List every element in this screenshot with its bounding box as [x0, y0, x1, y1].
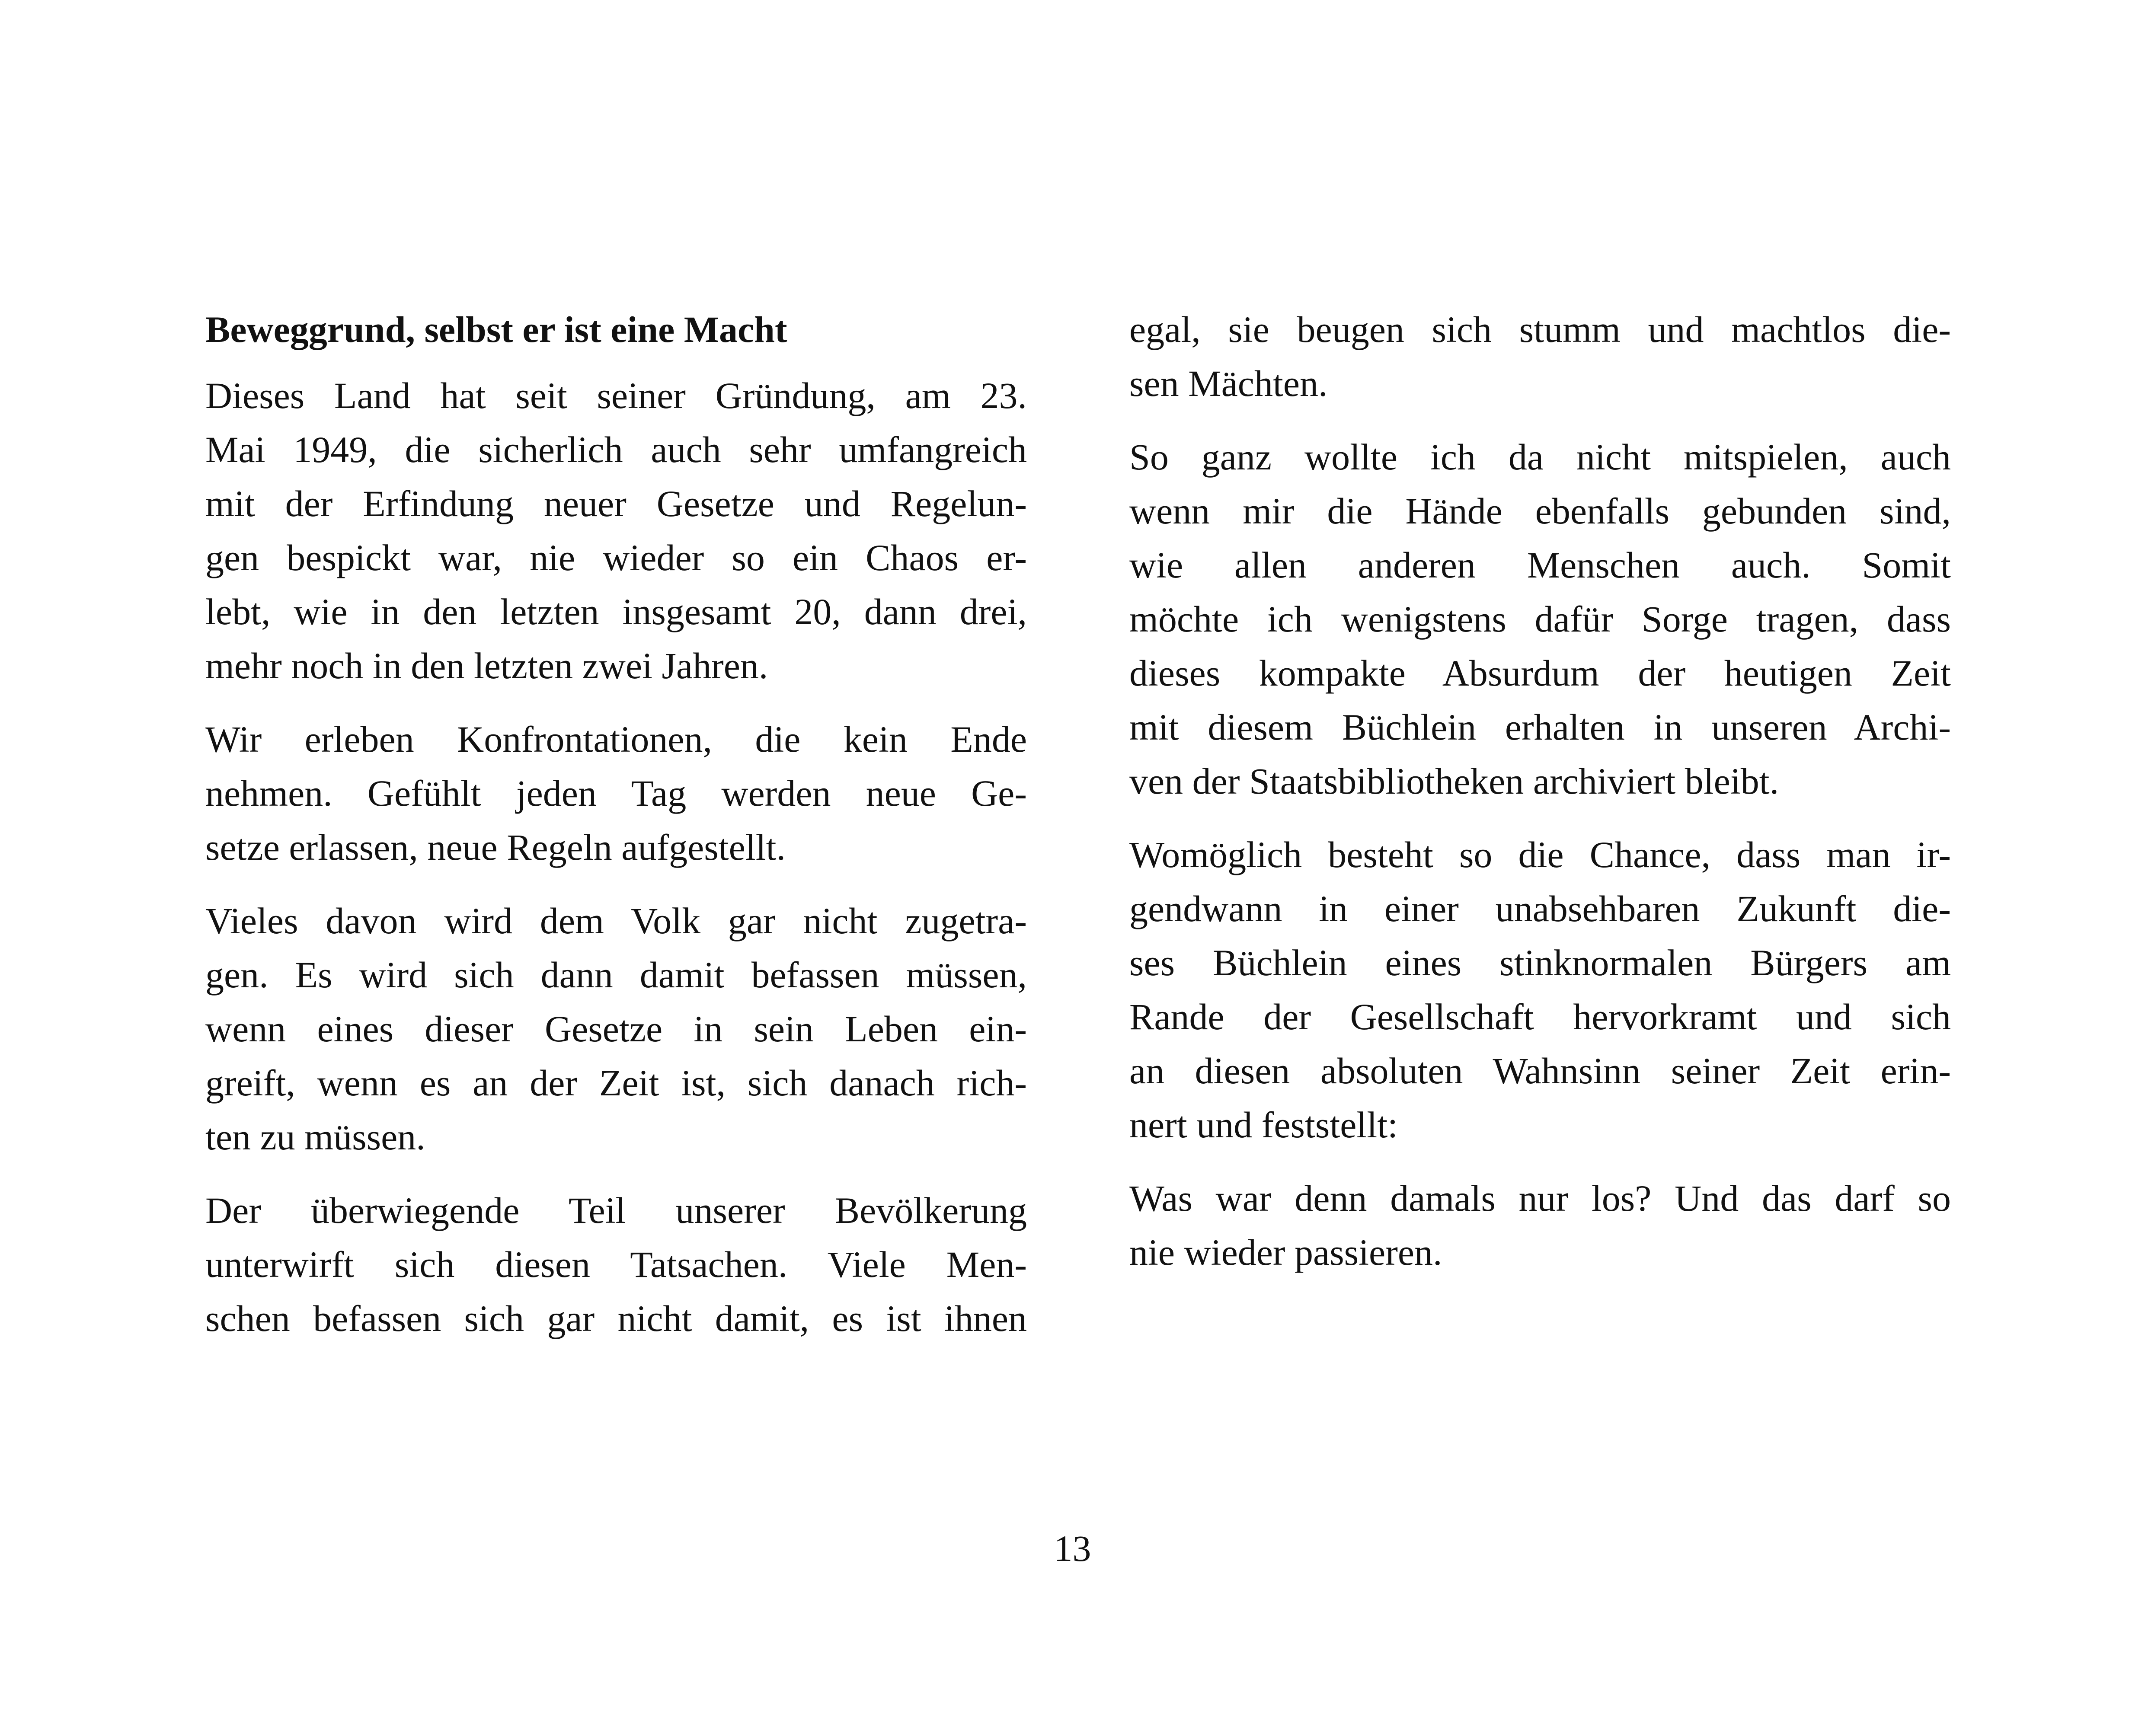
- text-line: greift, wenn es an der Zeit ist, sich danach rich-: [205, 1062, 1027, 1104]
- left-column: [205, 303, 1027, 1365]
- text-line: an diesen absoluten Wahnsinn seiner Zeit erin-: [1129, 1050, 1951, 1091]
- text-line: Mai 1949, die sicherlich auch sehr umfangreich: [205, 429, 1027, 470]
- text-line: So ganz wollte ich da nicht mitspielen, auch: [1129, 436, 1951, 478]
- text-line: dieses kompakte Absurdum der heutigen Zeit: [1129, 652, 1951, 694]
- text-line: setze erlassen, neue Regeln aufgestellt.: [205, 827, 786, 868]
- text-line: ven der Staatsbibliotheken archiviert bleibt.: [1129, 760, 1779, 802]
- left-paragraph: [205, 712, 1027, 874]
- right-column: [1129, 303, 1951, 1299]
- text-line: gen. Es wird sich dann damit befassen müssen,: [205, 954, 1027, 996]
- section-heading: Beweggrund, selbst er ist eine Macht: [205, 309, 787, 350]
- right-paragraph: [1129, 828, 1951, 1152]
- left-paragraph: [205, 369, 1027, 693]
- left-paragraph: [205, 894, 1027, 1164]
- text-line: gendwann in einer unabsehbaren Zukunft die-: [1129, 888, 1951, 929]
- text-line: ten zu müssen.: [205, 1116, 425, 1158]
- text-line: mit der Erfindung neuer Gesetze und Regelun-: [205, 483, 1027, 524]
- text-line: gen bespickt war, nie wieder so ein Chaos er-: [205, 537, 1027, 578]
- text-line: Dieses Land hat seit seiner Gründung, am 23.: [205, 375, 1027, 416]
- text-line: mehr noch in den letzten zwei Jahren.: [205, 645, 768, 686]
- right-paragraph: [1129, 303, 1951, 411]
- left-paragraph: [205, 1184, 1027, 1346]
- text-line: Der überwiegende Teil unserer Bevölkerung: [205, 1190, 1027, 1231]
- text-line: wenn eines dieser Gesetze in sein Leben ein-: [205, 1008, 1027, 1050]
- text-line: sen Mächten.: [1129, 363, 1328, 404]
- text-line: Vieles davon wird dem Volk gar nicht zugetra-: [205, 900, 1027, 941]
- text-line: möchte ich wenigstens dafür Sorge tragen, dass: [1129, 598, 1951, 640]
- right-paragraph: [1129, 1171, 1951, 1280]
- text-line: Was war denn damals nur los? Und das darf so: [1129, 1178, 1951, 1219]
- text-line: schen befassen sich gar nicht damit, es ist ihnen: [205, 1298, 1027, 1339]
- text-line: nehmen. Gefühlt jeden Tag werden neue Ge-: [205, 772, 1027, 814]
- left-paragraphs: [205, 369, 1027, 1346]
- text-line: mit diesem Büchlein erhalten in unseren Archi-: [1129, 706, 1951, 748]
- text-line: nert und feststellt:: [1129, 1104, 1398, 1146]
- text-line: unterwirft sich diesen Tatsachen. Viele Men-: [205, 1244, 1027, 1285]
- page-number: 13: [1054, 1528, 1091, 1569]
- text-line: ses Büchlein eines stinknormalen Bürgers am: [1129, 942, 1951, 983]
- text-line: nie wieder passieren.: [1129, 1232, 1442, 1273]
- text-line: egal, sie beugen sich stumm und machtlos die-: [1129, 309, 1951, 350]
- text-line: wie allen anderen Menschen auch. Somit: [1129, 544, 1951, 586]
- text-line: wenn mir die Hände ebenfalls gebunden sind,: [1129, 490, 1951, 532]
- right-paragraphs: [1129, 303, 1951, 1280]
- text-line: Womöglich besteht so die Chance, dass man ir-: [1129, 834, 1951, 875]
- text-line: Wir erleben Konfrontationen, die kein Ende: [205, 718, 1027, 760]
- text-line: Rande der Gesellschaft hervorkramt und sich: [1129, 996, 1951, 1037]
- text-line: lebt, wie in den letzten insgesamt 20, dann drei,: [205, 591, 1027, 632]
- right-paragraph: [1129, 430, 1951, 808]
